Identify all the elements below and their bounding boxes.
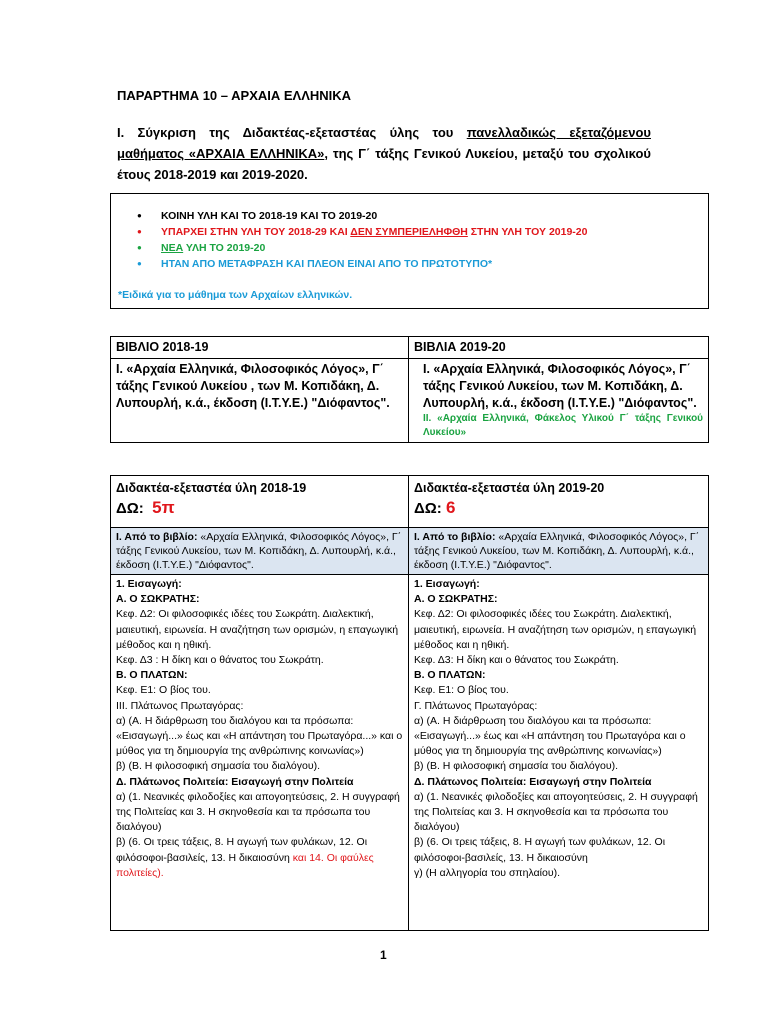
legend-item [137,224,708,240]
syllabus-line-text: β) (Β. Η φιλοσοφική σημασία του διαλόγου). [116,760,320,773]
legend-item-text: ΥΛΗ ΤΟ 2019-20 [183,242,266,254]
intro-paragraph [117,122,651,185]
intro-subject: πανελλαδικώς εξεταζόμενου μαθήματος «ΑΡΧΑΙΑ ΕΛΛΗΝΙΚΑ» [117,125,651,161]
syllabus-line [116,699,403,714]
legend-item [137,240,708,256]
books-header-2019: ΒΙΒΛΙΑ 2019-20 [409,337,709,359]
hours-label: ΔΩ: [414,500,442,517]
syllabus-line [116,790,403,836]
hours-2019 [414,498,703,518]
syllabus-line [414,775,703,790]
syllabus-line-text: α) (Α. Η διάρθρωση του διαλόγου και τα πρόσωπα: «Εισαγωγή...» έως και «Η απάντηση του Πρωταγόρα και ο μύθος για τη δημιουργία της ανθρώπινης κοινωνίας») [414,714,686,758]
syllabus-line-text: Δ. Πλάτωνος Πολιτεία: Εισαγωγή στην Πολιτεία [414,775,652,788]
source-label: Ι. Από το βιβλίο: [414,531,496,543]
legend-item-text: ΣΤΗΝ ΥΛΗ ΤΟΥ 2019-20 [467,226,588,238]
legend-item-text: ΗΤΑΝ ΑΠΟ ΜΕΤΑΦΡΑΣΗ ΚΑΙ ΠΛΕΟΝ ΕΙΝΑΙ ΑΠΟ ΤΟ ΠΡΩΤΟΤΥΠΟ* [161,258,493,270]
syllabus-line [414,699,703,714]
syllabus-source-2019 [409,528,709,575]
syllabus-line-text: 1. Εισαγωγή: [116,578,182,590]
syllabus-line [414,866,703,881]
syllabus-line-text: Κεφ. Δ3 : Η δίκη και ο θάνατος του Σωκράτη. [116,654,324,667]
syllabus-line [414,759,703,774]
intro-text-2: , της Γ΄ τάξης Γενικού Λυκείου, μεταξύ του σχολικού έτους 2018-2019 και 2019-2020. [117,146,651,182]
syllabus-line [414,790,703,836]
syllabus-line-text: Β. Ο ΠΛΑΤΩΝ: [116,669,188,682]
page-number: 1 [380,948,387,962]
legend-item-text: ΚΟΙΝΗ ΥΛΗ ΚΑΙ ΤΟ 2018-19 ΚΑΙ ΤΟ 2019-20 [161,210,378,222]
syllabus-line-text: α) (Α. Η διάρθρωση του διαλόγου και τα πρόσωπα: «Εισαγωγή...» έως και «Η απάντηση του Πρωταγόρα...» και ο μύθος για τη δημιουργία της ανθρώπινης κοινωνίας») [116,714,403,758]
intro-text-1: Ι. Σύγκριση της Διδακτέας-εξεταστέας ύλης του [117,125,467,140]
legend-item-text: ΝΕΑ [161,242,184,254]
source-text: «Αρχαία Ελληνικά, Φιλοσοφικός Λόγος», Γ΄ τάξης Γενικού Λυκείου, των Μ. Κοπιδάκη, Δ. Λυπουρλή, κ.ά., έκδοση (Ι.Τ.Υ.Ε.) "Διόφαντος". [414,531,700,571]
source-text: «Αρχαία Ελληνικά, Φιλοσοφικός Λόγος», Γ΄ τάξης Γενικού Λυκείου, των Μ. Κοπιδάκη, Δ. Λυπουρλή, κ.ά., έκδοση (Ι.Τ.Υ.Ε.) "Διόφαντος". [116,531,402,571]
syllabus-line-text: Α. Ο ΣΩΚΡΑΤΗΣ: [116,593,200,606]
syllabus-line [116,683,403,698]
syllabus-line-text: Α. Ο ΣΩΚΡΑΤΗΣ: [414,593,498,606]
syllabus-line [116,653,403,668]
syllabus-source-2018 [111,528,409,575]
syllabus-line-text: 1. Εισαγωγή: [414,578,480,590]
legend-note: *Ειδικά για το μάθημα των Αρχαίων ελληνικών. [118,289,353,301]
syllabus-header-2018-title: Διδακτέα-εξεταστέα ύλη 2018-19 [116,481,307,495]
legend-item-text: ΔΕΝ ΣΥΜΠΕΡΙΕΛΗΦΘΗ [350,226,468,238]
legend-item [137,208,708,224]
syllabus-line-text: β) (6. Οι τρεις τάξεις, 8. Η αγωγή των φυλάκων, 12. Οι φιλόσοφοι-βασιλείς, 13. Η δικαιοσύνη [116,836,368,864]
syllabus-header-2019-title: Διδακτέα-εξεταστέα ύλη 2019-20 [414,481,605,495]
syllabus-line [414,835,703,865]
hours-2018-value: 5π [152,498,175,517]
syllabus-line [116,775,403,790]
books-header-2018: ΒΙΒΛΙΟ 2018-19 [111,337,409,359]
syllabus-line-text: γ) (Η αλληγορία του σπηλαίου). [414,866,561,879]
legend-item-text: ΥΠΑΡΧΕΙ ΣΤΗΝ ΥΛΗ ΤΟΥ 2018-29 ΚΑΙ [161,226,351,238]
books-cell-2019-text: Ι. «Αρχαία Ελληνικά, Φιλοσοφικός Λόγος», Γ΄ τάξης Γενικού Λυκείου, των Μ. Κοπιδάκη, Δ. Λυπουρλή, κ.ά., έκδοση (Ι.Τ.Υ.Ε.) "Διόφαντος". [423,362,697,410]
syllabus-line-text: ΙΙΙ. Πλάτωνος Πρωταγόρας: [116,699,244,712]
syllabus-line-text: Κεφ. Δ3: Η δίκη και ο θάνατος του Σωκράτη. [414,654,619,667]
syllabus-line [116,607,403,653]
syllabus-content-2018 [111,575,409,931]
syllabus-line-text: Κεφ. Ε1: Ο βίος του. [116,684,211,697]
syllabus-line [116,714,403,760]
syllabus-line [414,668,703,683]
legend-list [111,208,708,272]
syllabus-line [414,714,703,760]
syllabus-line [116,592,403,607]
syllabus-line [116,577,403,592]
hours-2019-value: 6 [445,498,456,517]
removed-text: και 14. Οι φαύλες πολιτείες). [116,851,374,879]
books-table [110,336,709,443]
syllabus-header-2018 [111,476,409,528]
syllabus-line-text: β) (Β. Η φιλοσοφική σημασία του διαλόγου). [414,760,618,773]
books-cell-2019-new: ΙΙ. «Αρχαία Ελληνικά, Φάκελος Υλικού Γ΄ τάξης Γενικού Λυκείου» [423,413,703,438]
syllabus-header-2019 [409,476,709,528]
syllabus-line-text: β) (6. Οι τρεις τάξεις, 8. Η αγωγή των φυλάκων, 12. Οι φιλόσοφοι-βασιλείς, 13. Η δικαιοσύνη [414,836,666,864]
syllabus-line [116,668,403,683]
books-cell-2018: Ι. «Αρχαία Ελληνικά, Φιλοσοφικός Λόγος», Γ΄ τάξης Γενικού Λυκείου , των Μ. Κοπιδάκη, Δ. Λυπουρλή, κ.ά., έκδοση (Ι.Τ.Υ.Ε.) "Διόφαντος". [111,359,409,443]
syllabus-table [110,475,709,931]
legend-item [137,256,708,272]
color-legend-box [110,193,709,309]
hours-label: ΔΩ: [116,500,144,517]
syllabus-line-text: Β. Ο ΠΛΑΤΩΝ: [414,669,486,682]
syllabus-line [414,607,703,653]
syllabus-line [414,683,703,698]
syllabus-line-text: α) (1. Νεανικές φιλοδοξίες και απογοητεύσεις, 2. Η συγγραφή της Πολιτείας και 3. Η σκηνοθεσία και τα πρόσωπα του διαλόγου) [116,790,400,834]
syllabus-content-2019 [409,575,709,931]
syllabus-line-text: Κεφ. Ε1: Ο βίος του. [414,684,509,697]
books-cell-2019 [409,359,709,443]
syllabus-line-text: Κεφ. Δ2: Οι φιλοσοφικές ιδέες του Σωκράτη. Διαλεκτική, μαιευτική, ειρωνεία. Η αναζήτηση των ορισμών, η επαγωγική μέθοδος και η ηθική. [116,608,399,651]
syllabus-line-text: Γ. Πλάτωνος Πρωταγόρας: [414,699,538,712]
syllabus-line-text: α) (1. Νεανικές φιλοδοξίες και απογοητεύσεις, 2. Η συγγραφή της Πολιτείας και 3. Η σκηνοθεσία και τα πρόσωπα του διαλόγου) [414,790,698,834]
source-label: Ι. Από το βιβλίο: [116,531,198,543]
syllabus-line [414,653,703,668]
syllabus-line [414,592,703,607]
syllabus-line [116,759,403,774]
syllabus-line [116,835,403,881]
page-title: ΠΑΡΑΡΤΗΜΑ 10 – ΑΡΧΑΙΑ ΕΛΛΗΝΙΚΑ [117,88,352,103]
syllabus-line [414,577,703,592]
syllabus-line-text: Δ. Πλάτωνος Πολιτεία: Εισαγωγή στην Πολιτεία [116,775,354,788]
syllabus-line-text: Κεφ. Δ2: Οι φιλοσοφικές ιδέες του Σωκράτη. Διαλεκτική, μαιευτική, ειρωνεία. Η αναζήτηση των ορισμών, η επαγωγική μέθοδος και η ηθική. [414,608,697,651]
hours-2018 [116,498,403,518]
